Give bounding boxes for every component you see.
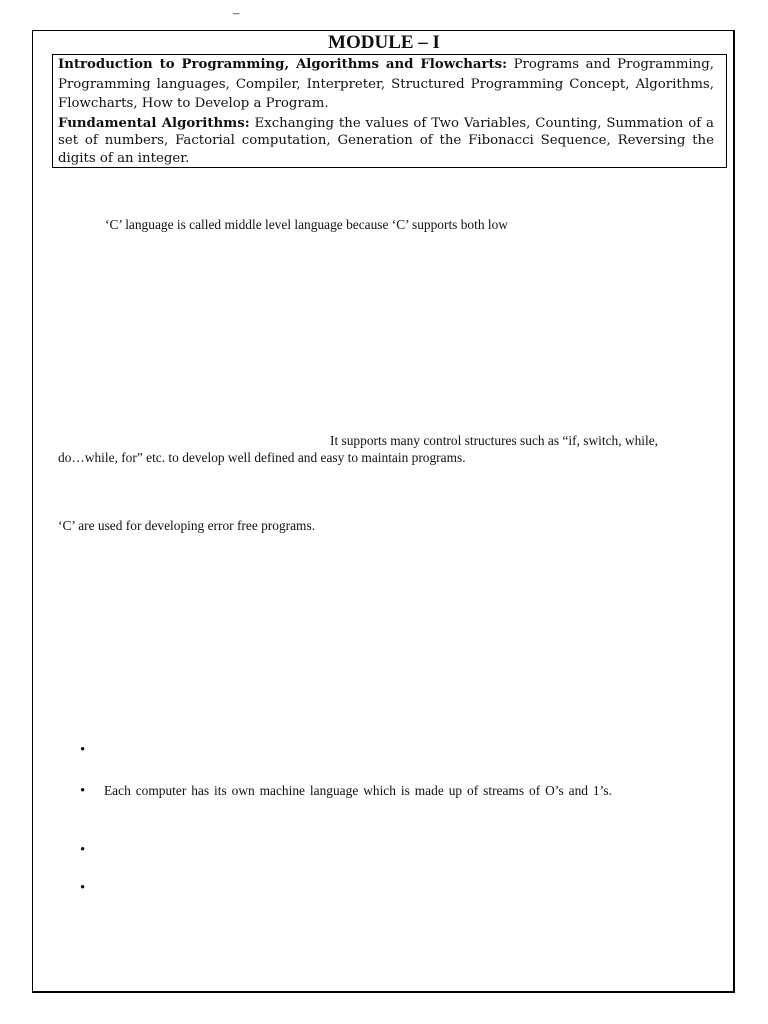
syllabus-box [52, 54, 727, 168]
list-item [80, 878, 720, 898]
bullet-text: Each computer has its own machine language which is made up of streams of O’s and 1’s. [104, 783, 612, 798]
bullet-list [80, 738, 720, 908]
list-item [80, 781, 720, 801]
bullet-icon: • [80, 880, 86, 896]
syllabus-intro-heading: Introduction to Programming, Algorithms and Flowcharts: [58, 57, 508, 72]
module-title: MODULE – I [328, 32, 440, 53]
list-item [80, 740, 720, 760]
syllabus-intro-paragraph [58, 55, 714, 114]
control-structures-line-2: do…while, for” etc. to develop well defined and easy to maintain programs. [58, 450, 466, 465]
top-dash: – [233, 5, 240, 20]
syllabus-intro-text: Programs and Programming, Programming languages, Compiler, Interpreter, Structured Programming Concept, Algorithms, Flowcharts, How to Develop a Program. [58, 57, 714, 111]
syllabus-fundamental-heading: Fundamental Algorithms: [58, 115, 250, 131]
bullet-icon: • [80, 742, 86, 758]
bullet-icon: • [80, 842, 86, 858]
syllabus-fundamental-paragraph [58, 115, 714, 168]
syllabus-fundamental-text: Exchanging the values of Two Variables, Counting, Summation of a set of numbers, Factorial computation, Generation of the Fibonacci Sequence, Reversing the digits of an integer. [58, 115, 714, 166]
control-structures-line-1: It supports many control structures such as “if, switch, while, [330, 433, 659, 448]
bullet-icon: • [80, 783, 86, 799]
error-free-text: ‘C’ are used for developing error free programs. [58, 518, 316, 533]
list-item [80, 840, 720, 860]
middle-level-text: ‘C’ language is called middle level language because ‘C’ supports both low [105, 217, 508, 232]
